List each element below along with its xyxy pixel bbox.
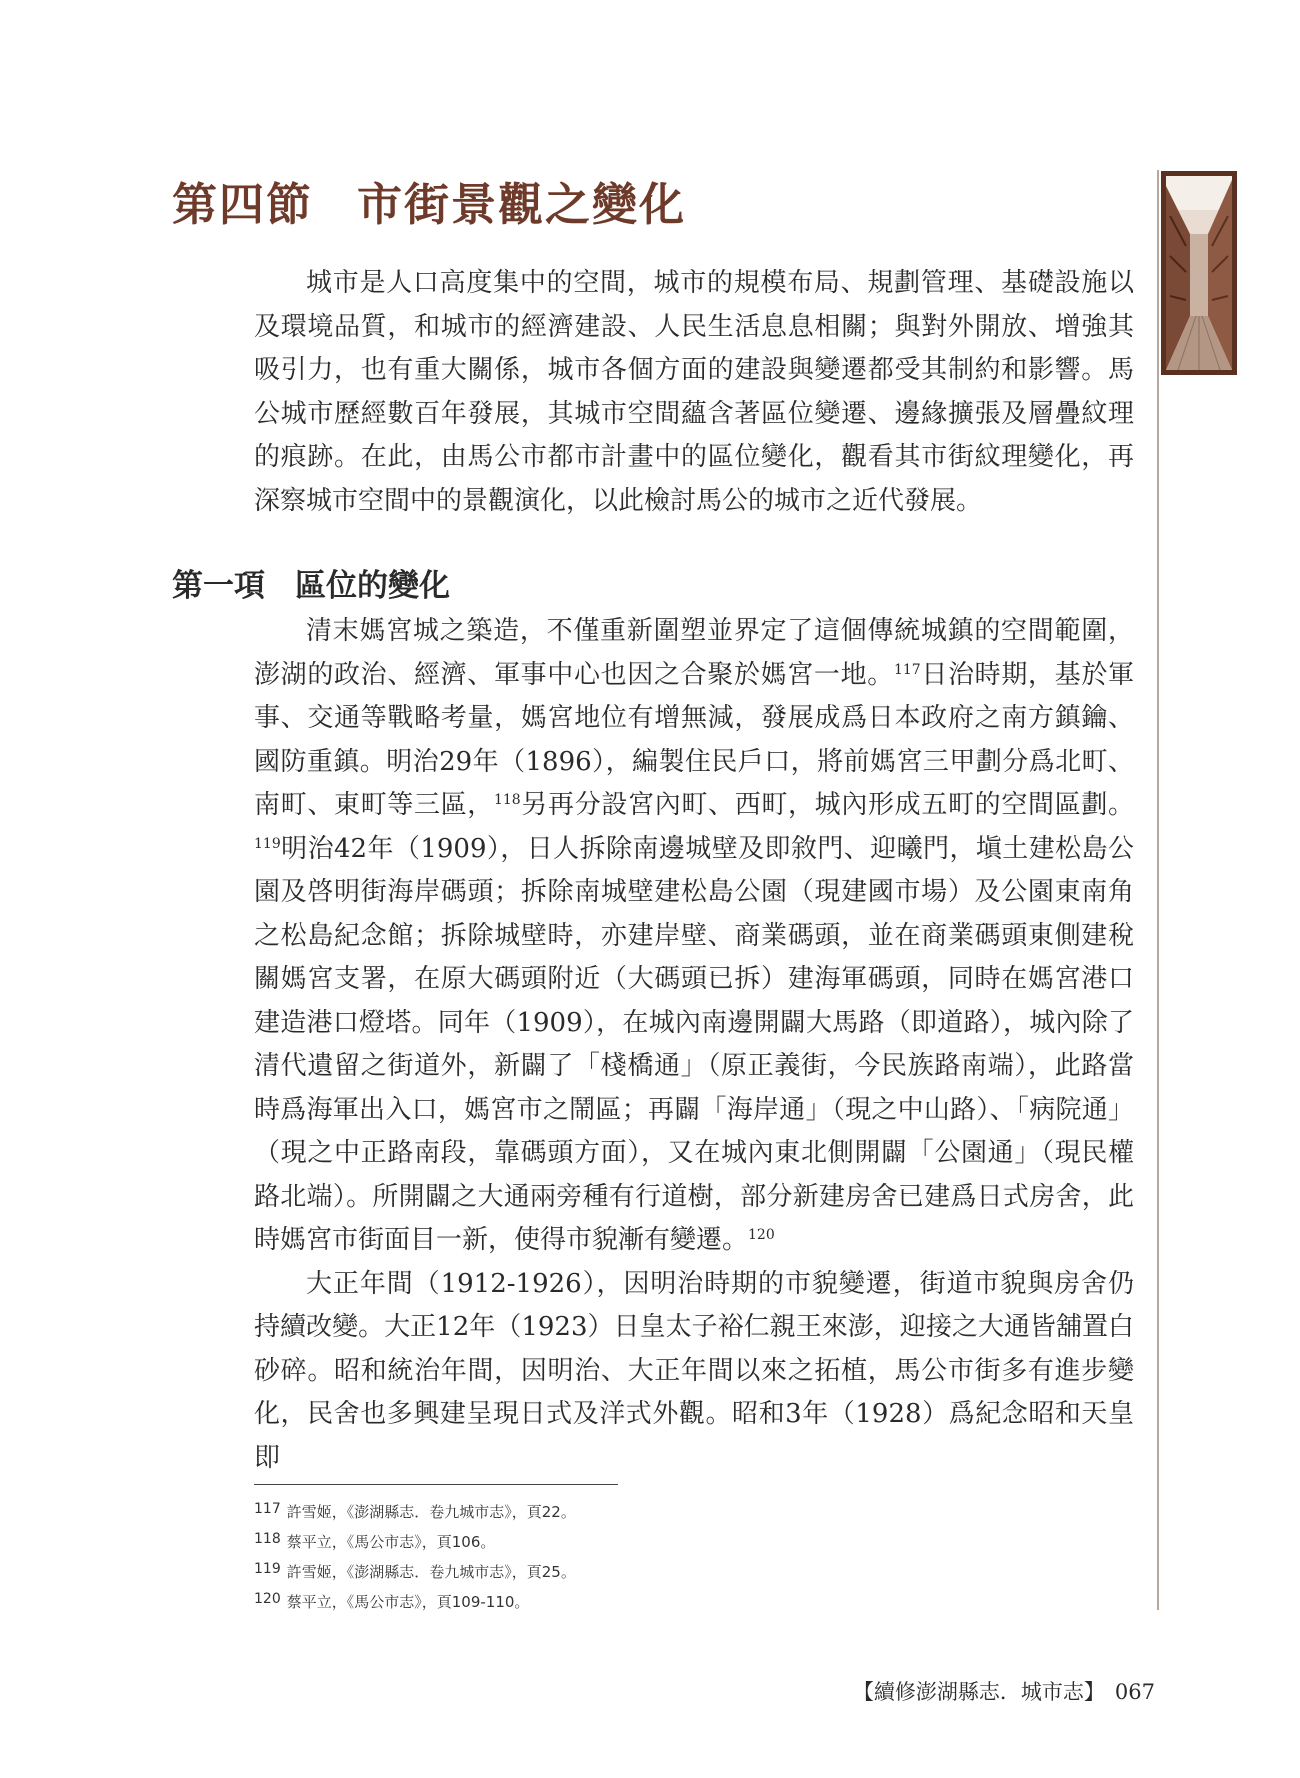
street-photo-thumbnail [1161, 171, 1237, 375]
footnote-number: 117 [254, 1501, 281, 1517]
footnote-text: 許雪姬，《澎湖縣志．卷九城市志》，頁25。 [286, 1563, 576, 1581]
footnote-item [254, 1556, 954, 1586]
chapter-name: 市街景觀之變化 [357, 178, 687, 231]
intro-section [254, 262, 1134, 523]
footnote-divider [254, 1484, 618, 1485]
chapter-title [172, 168, 686, 233]
footnote-ref[interactable]: 120 [748, 1227, 775, 1243]
footnote-number: 118 [254, 1531, 281, 1547]
footnote-text: 蔡平立，《馬公市志》，頁109-110。 [286, 1593, 530, 1611]
footnote-text: 許雪姬，《澎湖縣志．卷九城市志》，頁22。 [286, 1503, 576, 1521]
footnote-item [254, 1526, 954, 1556]
footnote-ref[interactable]: 117 [893, 661, 921, 678]
footnote-text: 蔡平立，《馬公市志》，頁106。 [286, 1533, 496, 1551]
footnote-ref[interactable]: 118 [493, 792, 521, 808]
footnote-number: 119 [254, 1561, 281, 1577]
footnote-item [254, 1586, 954, 1616]
footnote-number: 120 [254, 1591, 281, 1607]
footnote-ref[interactable]: 119 [254, 835, 281, 852]
book-title: 【續修澎湖縣志．城市志】 [852, 1680, 1105, 1704]
alley-photo-image [1166, 176, 1232, 370]
page-footer [853, 1676, 1155, 1706]
intro-paragraph: 城市是人口高度集中的空間，城市的規模布局、規劃管理、基礎設施以及環境品質，和城市的經濟建設、人民生活息息相關；與對外開放、增強其吸引力，也有重大關係，城市各個方面的建設與變遷都受其制約和影響。馬公城市歷經數百年發展，其城市空間蘊含著區位變遷、邊緣擴張及層疊紋理的痕跡。在此，由馬公市都市計畫中的區位變化，觀看其市街紋理變化，再深察城市空間中的景觀演化，以此檢討馬公的城市之近代發展。 [254, 268, 1134, 516]
footnotes [254, 1496, 954, 1616]
section-title: 區位的變化 [295, 568, 450, 604]
side-divider [1157, 170, 1159, 1610]
section-paragraph-1: 清末媽宮城之築造，不僅重新圍塑並界定了這個傳統城鎮的空間範圍，澎湖的政治、經濟、軍事中心也因之合聚於媽宮一地。$^{117}$日治時期，基於軍事、交通等戰略考量，媽宮地位有增無減，發展成爲日本政府之南方鎮鑰、國防重鎮。明治29年（1896），編製住民戶口，將前媽宮三甲劃分爲北町、南町、東町等三區，$^{118}$另再分設宮內町、西町，城內形成五町的空間區劃。$^{119}$明治42年（1909），日人拆除南邊城壁及即敘門、迎曦門，塡土建松島公園及啓明街海岸碼頭；拆除南城壁建松島公園（現建國市場）及公園東南角之松島紀念館；拆除城壁時，亦建岸壁、商業碼頭，並在商業碼頭東側建稅關媽宮支署，在原大碼頭附近（大碼頭已拆）建海軍碼頭，同時在媽宮港口建造港口燈塔。同年（1909），在城內南邊開闢大馬路（即道路），城內除了清代遺留之街道外，新闢了「棧橋通」（原正義街，今民族路南端），此路當時爲海軍出入口，媽宮市之鬧區；再闢「海岸通」（現之中山路）、「病院通」（現之中正路南段，靠碼頭方面），又在城內東北側開闢「公園通」（現民權路北端）。所開闢之大通兩旁種有行道樹，部分新建房舍已建爲日式房舍，此時媽宮市街面目一新，使得市貌漸有變遷。$^{120}$ [254, 616, 1134, 1255]
section-number: 第一項 [172, 568, 265, 604]
chapter-number: 第四節 [172, 178, 314, 231]
section-heading [172, 560, 450, 605]
section-paragraph-2: 大正年間（1912-1926），因明治時期的市貌變遷，街道市貌與房舍仍持續改變。大正12年（1923）日皇太子裕仁親王來澎，迎接之大通皆舖置白砂碎。昭和統治年間，因明治、大正年間以來之拓植，馬公市街多有進步變化，民舍也多興建呈現日式及洋式外觀。昭和3年（1928）爲紀念昭和天皇即 [254, 1268, 1134, 1473]
page-number: 067 [1114, 1680, 1155, 1704]
section-body [254, 610, 1134, 1480]
footnote-item [254, 1496, 954, 1526]
